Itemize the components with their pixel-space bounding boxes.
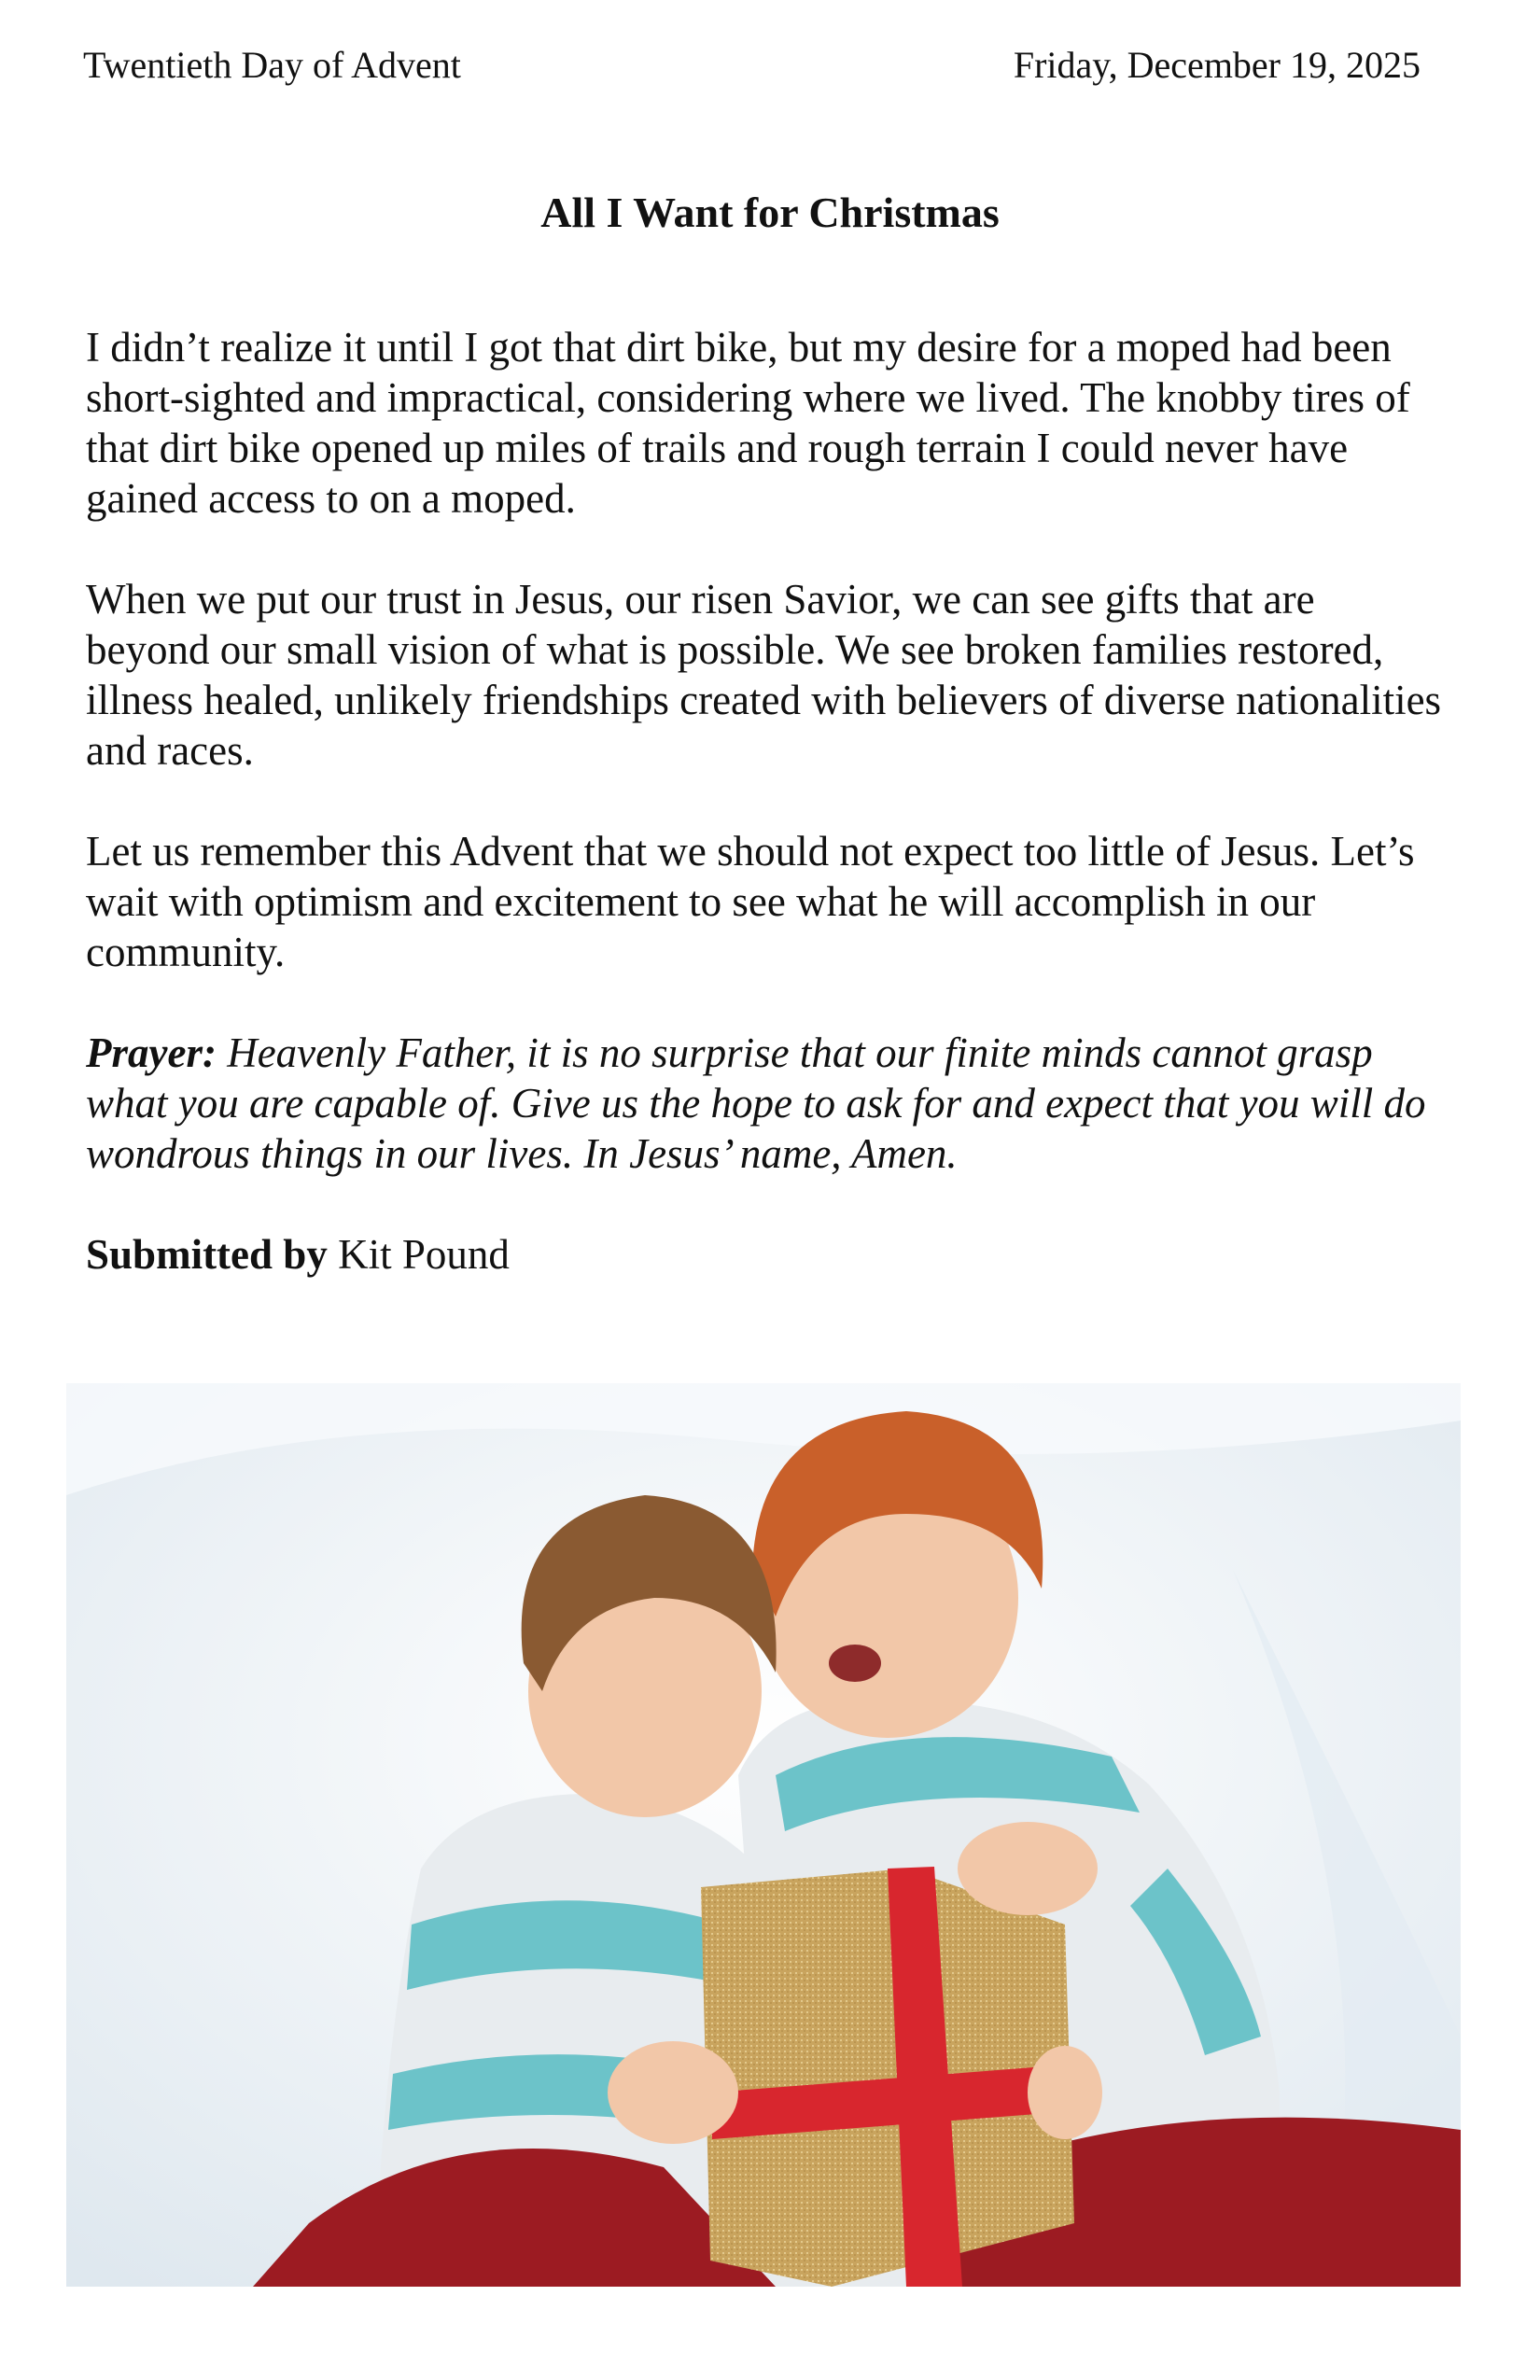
submitted-by bbox=[86, 1229, 1449, 1280]
author-name: Kit Pound bbox=[327, 1231, 510, 1278]
photo-illustration bbox=[66, 1383, 1461, 2287]
header-day-label: Twentieth Day of Advent bbox=[83, 44, 461, 86]
submitted-by-label: Submitted by bbox=[86, 1231, 328, 1278]
header-date: Friday, December 19, 2025 bbox=[1013, 44, 1421, 86]
devotional-body bbox=[86, 322, 1449, 1330]
prayer-label: Prayer: bbox=[86, 1029, 217, 1076]
prayer-text: Heavenly Father, it is no surprise that our finite minds cannot grasp what you are capable of. Give us the hope to ask for and expect that you will do wondrous things in our lives. In Jesus’ name, Amen. bbox=[86, 1029, 1426, 1177]
paragraph-3: Let us remember this Advent that we should not expect too little of Jesus. Let’s wait with optimism and excitement to see what he will accomplish in our community. bbox=[86, 828, 1415, 975]
two-boys-opening-gift-photo bbox=[66, 1383, 1461, 2287]
younger-boy-hand bbox=[608, 2041, 738, 2144]
page-title: All I Want for Christmas bbox=[540, 189, 1000, 236]
paragraph-2: When we put our trust in Jesus, our risen Savior, we can see gifts that are beyond our small vision of what is possible. We see broken families restored, illness healed, unlikely friendships created with believers of diverse nationalities and races. bbox=[86, 576, 1442, 774]
prayer bbox=[86, 1028, 1449, 1179]
paragraph-1: I didn’t realize it until I got that dirt bike, but my desire for a moped had been short-sighted and impractical, considering where we lived. The knobby tires of that dirt bike opened up miles of trails and rough terrain I could never have gained access to on a moped. bbox=[86, 324, 1410, 522]
older-boy-hand bbox=[958, 1822, 1098, 1915]
